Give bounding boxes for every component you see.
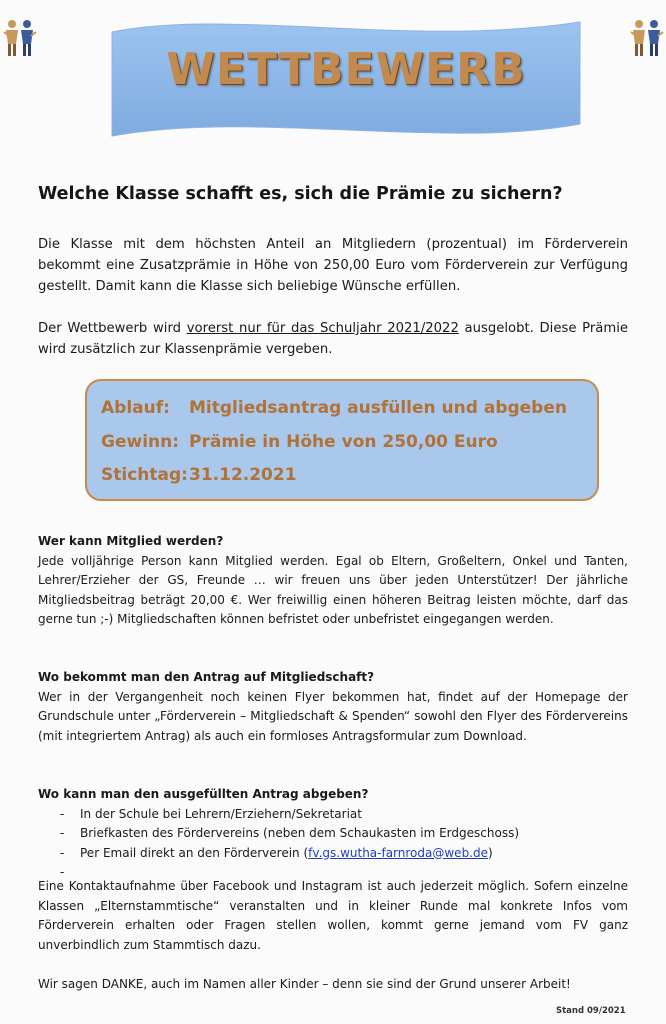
banner-title: WETTBEWERB <box>166 44 526 95</box>
info-box <box>85 379 599 501</box>
section-heading: Wo bekommt man den Antrag auf Mitgliedschaft? <box>38 670 375 684</box>
submit-list <box>38 805 628 883</box>
email-link[interactable]: fv.gs.wutha-farnroda@web.de <box>308 845 488 860</box>
section-text: Jede volljährige Person kann Mitglied werden. Egal ob Eltern, Großeltern, Onkel und Tanten, Lehrer/Erzieher der GS, Freunde … wir freuen uns über jeden Unterstützer! Der jährliche Mitgliedsbeitrag beträgt 20,00 €. Wer freiwillig einen höheren Beitrag leisten möchte, darf das gerne tun ;-) Mitgliedschaften können befristet oder unbefristet eingegangen werden. <box>38 553 628 626</box>
list-item: - Per Email direkt an den Förderverein (fv.gs.wutha-farnroda@web.de) <box>60 844 628 864</box>
list-item: - In der Schule bei Lehrern/Erziehern/Sekretariat <box>60 805 628 825</box>
info-label: Ablauf: <box>101 398 170 418</box>
children-logo-icon <box>3 18 37 58</box>
info-row-ablauf <box>101 398 567 418</box>
info-value: 31.12.2021 <box>189 465 297 485</box>
section-heading: Wer kann Mitglied werden? <box>38 534 224 548</box>
section-heading: Wo kann man den ausgefüllten Antrag abgeben? <box>38 787 369 801</box>
version-stamp: Stand 09/2021 <box>556 1006 626 1016</box>
info-value: Mitgliedsantrag ausfüllen und abgeben <box>189 398 567 418</box>
info-row-stichtag <box>101 465 297 485</box>
period-underlined: vorerst nur für das Schuljahr 2021/2022 <box>186 321 459 336</box>
thanks-text: Wir sagen DANKE, auch im Namen aller Kinder – denn sie sind der Grund unserer Arbeit! <box>38 977 571 991</box>
section-contact: Eine Kontaktaufnahme über Facebook und Instagram ist auch jederzeit möglich. Sofern einzelne Klassen „Elternstammtische“ veranstalten und in kleiner Runde mal konkrete Infos vom Förderverein erhalten oder Fragen stellen wollen, kommt gerne jemand vom FV ganz unverbindlich zum Stammtisch dazu. <box>38 879 628 952</box>
list-item: - Briefkasten des Fördervereins (neben dem Schaukasten im Erdgeschoss) <box>60 824 628 844</box>
info-value: Prämie in Höhe von 250,00 Euro <box>189 432 498 452</box>
section-who <box>38 532 628 630</box>
competition-paragraph: Der Wettbewerb wird vorerst nur für das Schuljahr 2021/2022 ausgelobt. Diese Prämie wird zusätzlich zur Klassenprämie vergeben. <box>38 321 628 357</box>
info-label: Gewinn: <box>101 432 180 452</box>
children-logo-icon <box>630 18 664 58</box>
page-headline: Welche Klasse schafft es, sich die Prämie zu sichern? <box>38 184 563 204</box>
section-text: Wer in der Vergangenheit noch keinen Flyer bekommen hat, findet auf der Homepage der Grundschule unter „Förderverein – Mitgliedschaft & Spenden“ sowohl den Flyer des Fördervereins (mit integriertem Antrag) als auch ein formloses Antragsformular zum Download. <box>38 689 628 743</box>
intro-paragraph: Die Klasse mit dem höchsten Anteil an Mitgliedern (prozentual) im Förderverein bekommt eine Zusatzprämie in Höhe von 250,00 Euro vom Förderverein zur Verfügung gestellt. Damit kann die Klasse sich beliebige Wünsche erfüllen. <box>38 237 628 294</box>
info-row-gewinn <box>101 432 498 452</box>
section-where-submit <box>38 785 628 883</box>
info-label: Stichtag: <box>101 465 188 485</box>
section-where-get <box>38 668 628 746</box>
